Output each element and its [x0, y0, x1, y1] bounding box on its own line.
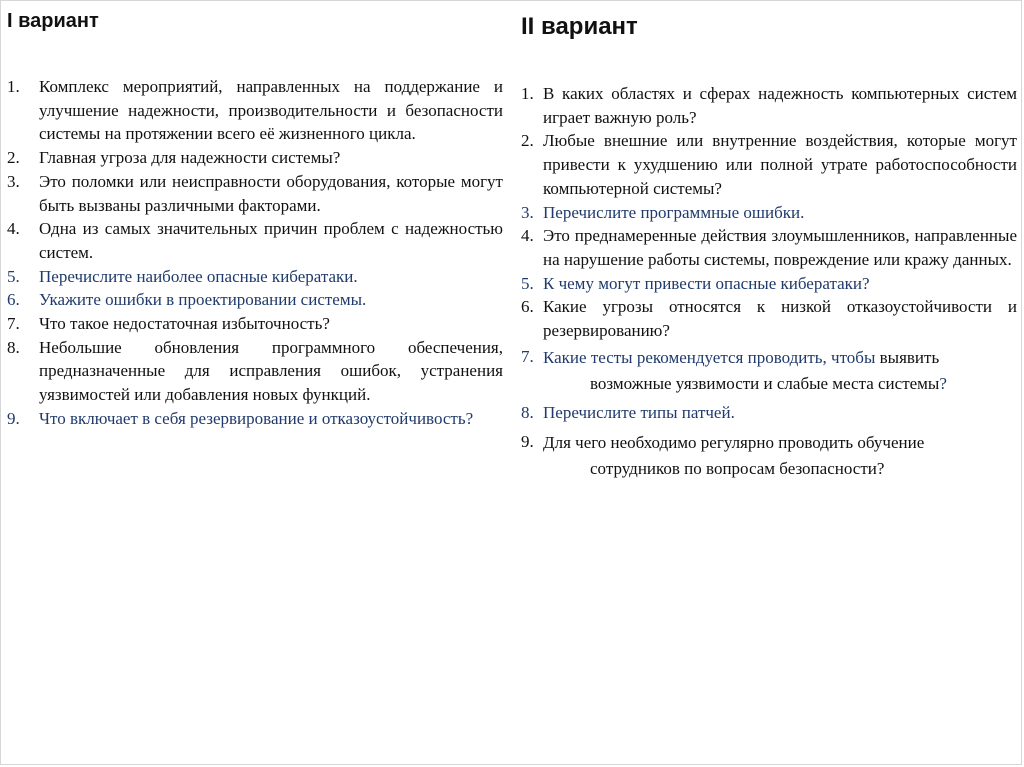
item-text — [543, 345, 1017, 397]
item-number: 4. — [7, 219, 20, 239]
item-text-part: Какие тесты рекомендуется проводить, чтобы — [543, 347, 876, 367]
item-text: Это поломки или неисправности оборудования, которые могут быть вызваны различными факторами. — [39, 171, 503, 215]
item-text: В каких областях и сферах надежность компьютерных систем играет важную роль? — [543, 84, 1017, 127]
list-item — [7, 75, 503, 146]
item-text: Перечислите типы патчей. — [543, 402, 735, 422]
item-text: Перечислите наиболее опасные кибератаки. — [39, 266, 358, 286]
item-text: Укажите ошибки в проектировании системы. — [39, 290, 367, 310]
variant-2-questions — [521, 82, 1017, 482]
list-item — [521, 129, 1017, 200]
item-text-part: ? — [939, 373, 947, 393]
item-number: 7. — [7, 314, 20, 334]
list-item — [7, 217, 503, 264]
list-item — [521, 401, 1017, 425]
item-number: 4. — [521, 226, 534, 246]
list-item — [7, 407, 503, 431]
item-text-part: выявить — [875, 347, 940, 367]
item-number: 5. — [521, 273, 534, 293]
item-text: Главная угроза для надежности системы? — [39, 148, 341, 168]
item-number: 8. — [7, 337, 20, 357]
list-item — [521, 345, 1017, 397]
list-item — [521, 295, 1017, 342]
item-text-continuation: сотрудников по вопросам безопасности? — [590, 459, 885, 479]
item-number: 6. — [7, 290, 20, 310]
list-item — [7, 312, 503, 336]
variant-1-title: I вариант — [7, 10, 99, 32]
item-text-part: Для чего необходимо регулярно проводить обучение — [543, 433, 925, 453]
list-item — [7, 170, 503, 217]
list-item — [7, 336, 503, 407]
item-text: Что включает в себя резервирование и отказоустойчивость? — [39, 408, 474, 428]
list-item — [521, 272, 1017, 296]
item-number: 1. — [7, 77, 20, 96]
item-number: 9. — [521, 432, 534, 452]
item-number: 6. — [521, 297, 534, 317]
item-text — [543, 430, 1017, 482]
item-number: 9. — [7, 408, 20, 428]
item-text: К чему могут привести опасные кибератаки? — [543, 273, 870, 293]
item-text: Одна из самых значительных причин проблем с надежностью систем. — [39, 219, 503, 262]
list-item — [521, 201, 1017, 225]
item-text: Комплекс мероприятий, направленных на поддержание и улучшение надежности, производительности и безопасности системы на протяжении всего её жизненного цикла. — [39, 77, 503, 144]
item-number: 1. — [521, 84, 534, 103]
item-number: 7. — [521, 346, 534, 366]
list-item — [7, 146, 503, 170]
item-text: Это преднамеренные действия злоумышленников, направленные на нарушение работы системы, повреждение или кражу данных. — [543, 226, 1017, 269]
list-item — [521, 224, 1017, 271]
list-item — [521, 430, 1017, 482]
item-text: Какие угрозы относятся к низкой отказоустойчивости и резервированию? — [543, 297, 1017, 341]
item-text: Любые внешние или внутренние воздействия, которые могут привести к ухудшению или полной утрате работоспособности компьютерной системы? — [543, 131, 1017, 198]
item-text: Что такое недостаточная избыточность? — [39, 314, 330, 334]
list-item — [521, 82, 1017, 129]
list-item — [7, 265, 503, 289]
item-text-part: возможные уязвимости и слабые места системы — [590, 373, 940, 393]
variant-1-questions — [7, 75, 503, 431]
item-text-continuation — [543, 371, 1017, 397]
item-number: 2. — [7, 148, 20, 168]
list-item — [7, 288, 503, 312]
item-number: 2. — [521, 131, 534, 151]
item-number: 8. — [521, 402, 534, 422]
item-text: Небольшие обновления программного обеспечения, предназначенные для исправления ошибок, устранения уязвимостей или добавления новых функций. — [39, 337, 503, 405]
item-number: 3. — [521, 202, 534, 222]
item-number: 3. — [7, 171, 20, 191]
variant-2-title: II вариант — [521, 13, 638, 40]
item-number: 5. — [7, 266, 20, 286]
item-text: Перечислите программные ошибки. — [543, 202, 805, 222]
